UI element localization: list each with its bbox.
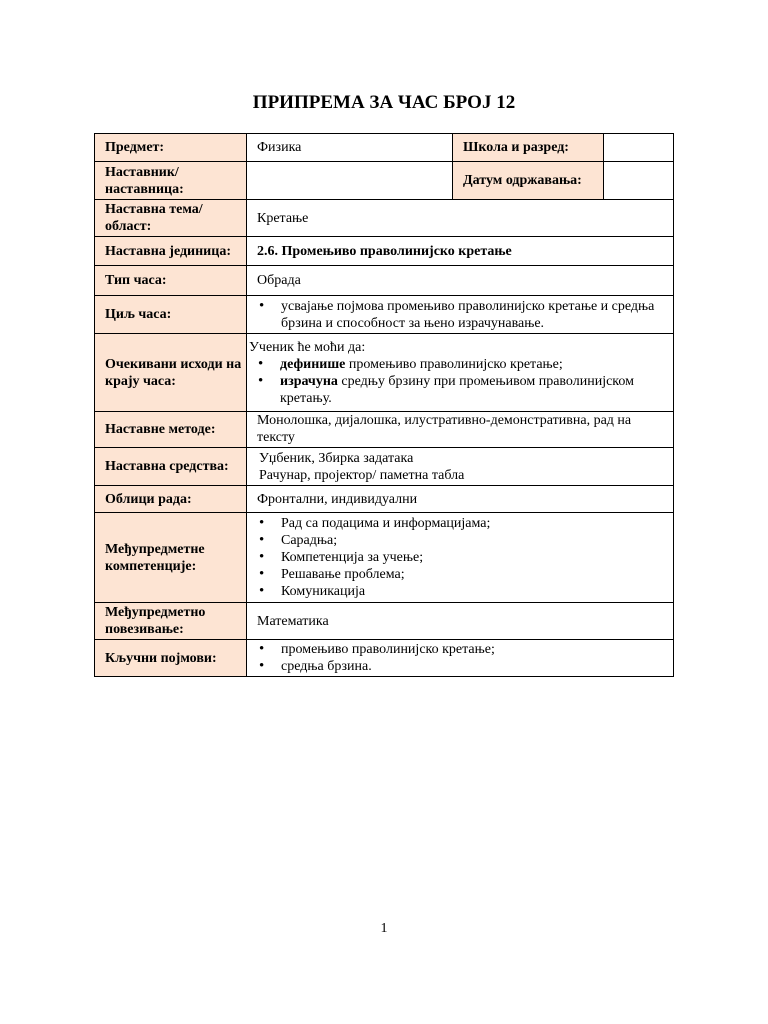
list-item: • Сарадња; [281,532,669,549]
unit-label: Наставна јединица: [95,237,247,266]
list-item [280,373,669,407]
keywords-list [257,641,669,675]
outcomes-list [249,356,669,407]
forms-label: Облици рада: [95,486,247,513]
outcomes-intro: Ученик ће моћи да: [249,339,366,355]
page-title: ПРИПРЕМА ЗА ЧАС БРОЈ 12 [252,92,516,113]
list-item: • Компетенција за учење; [281,549,669,566]
outcomes-label: Очекивани исходи на крају часа: [95,334,247,412]
topic-label: Наставна тема/ област: [95,200,247,237]
row-competences [95,513,674,603]
row-type [95,266,674,296]
outcome-verb: дефинише [280,356,346,372]
keywords-value [247,640,674,677]
forms-value: Фронтални, индивидуални [247,486,674,513]
list-item: • промењиво праволинијско кретање; [281,641,669,658]
tools-line-1: Уџбеник, Збирка задатака [259,450,414,466]
type-label: Тип часа: [95,266,247,296]
links-label: Међупредметно повезивање: [95,603,247,640]
list-item [280,356,669,373]
row-tools [95,448,674,486]
row-keywords [95,640,674,677]
date-value [604,162,674,200]
list-item: • Решавање проблема; [281,566,669,583]
competences-label: Међупредметне компетенције: [95,513,247,603]
topic-value: Кретање [247,200,674,237]
list-item: • усвајање појмова промењиво праволинијско кретање и средња брзина и способност за њено израчунавање. [281,298,669,332]
row-subject [95,134,674,162]
lesson-plan-table [94,133,674,677]
row-topic [95,200,674,237]
goal-value [247,296,674,334]
outcome-text: промењиво праволинијско кретање; [345,356,563,372]
outcome-verb: израчуна [280,373,338,389]
row-methods [95,412,674,448]
competences-list [257,515,669,600]
type-value: Обрада [247,266,674,296]
tools-label: Наставна средства: [95,448,247,486]
teacher-label: Наставник/ наставница: [95,162,247,200]
row-unit [95,237,674,266]
subject-value: Физика [247,134,453,162]
list-item: • Рад са подацима и информацијама; [281,515,669,532]
methods-value: Монолошка, дијалошка, илустративно-демонстративна, рад на тексту [247,412,674,448]
row-goal [95,296,674,334]
methods-label: Наставне методе: [95,412,247,448]
school-value [604,134,674,162]
row-links [95,603,674,640]
school-label: Школа и разред: [453,134,604,162]
outcome-text: средњу брзину при промењивом праволинијском кретању. [280,373,634,406]
list-item: • средња брзина. [281,658,669,675]
row-outcomes [95,334,674,412]
date-label: Датум одржавања: [453,162,604,200]
goal-label: Циљ часа: [95,296,247,334]
goal-list [257,298,669,332]
subject-label: Предмет: [95,134,247,162]
list-item: • Комуникација [281,583,669,600]
tools-line-2: Рачунар, пројектор/ паметна табла [259,467,465,483]
tools-value [247,448,674,486]
competences-value [247,513,674,603]
outcomes-value [247,334,674,412]
unit-value: 2.6. Промењиво праволинијско кретање [247,237,674,266]
row-teacher [95,162,674,200]
row-forms [95,486,674,513]
page-number: 1 [380,921,388,936]
teacher-value [247,162,453,200]
keywords-label: Кључни појмови: [95,640,247,677]
links-value: Математика [247,603,674,640]
